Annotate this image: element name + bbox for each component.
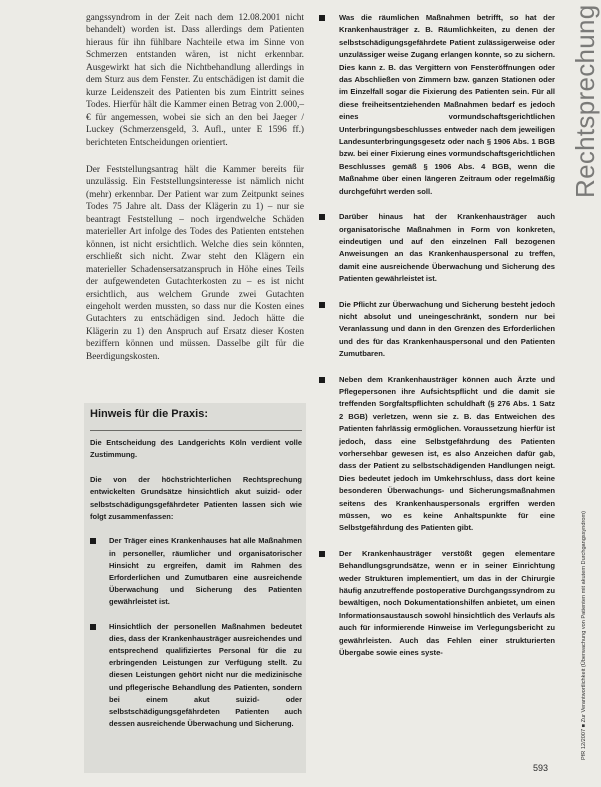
practice-note-bullet-text: Hinsichtlich der personellen Maßnahmen bedeutet dies, dass der Krankenhausträger ausreichendes und entsprechend qualifiziertes Personal für die zu erbringenden Leistungen zur Verfügung stellt. Zu diesen Leistungen gehört nicht nur die medizinische und pflegerische Behandlung des Patienten, sondern bei einem akut suizid- oder selbstschädigungsgefährdeten Patienten auch dessen ausreichende Überwachung und Sicherung. [109, 621, 302, 729]
square-bullet-icon [319, 302, 325, 308]
right-bullet-text: Die Pflicht zur Überwachung und Sicherung besteht jedoch nicht absolut und uneingeschränkt, sondern nur bei Veranlassung und dann in den Grenzen des Erforderlichen und des für das Krankenhauspersonal und den Patienten Zumutbaren. [339, 299, 555, 359]
practice-note-divider [90, 430, 302, 431]
left-column [86, 12, 304, 378]
practice-note-bullet [90, 535, 302, 608]
body-paragraph-2: Der Feststellungsantrag hält die Kammer bereits für unzulässig. Ein Feststellungsinteresse ist nämlich nicht (mehr) erkennbar. Der Patient war zum Zeitpunkt seines Todes 75 Jahre alt. Dass der Klägerin zu 1) – nur sie beantragt Feststellung – noch irgendwelche Schäden materieller Art infolge des Todes des Patienten entstehen können, ist nicht ersichtlich. Welche dies sein könnten, erschließt sich nicht. Zwar steht den Klägern ein materieller Schadensersatzanspruch in Höhe eines Teils der aufgewendeten Gutachterkosten zu – es ist nicht ersichtlich, aus welchem Grunde zwei Gutachten eingeholt werden mussten, so dass nur die Kosten eines Gutachters zu entschädigen sind. Jedoch hätte die Klägerin zu 1) den Anspruch auf Ersatz dieser Kosten beziffern können und müssen. Dasselbe gilt für die Beerdigungskosten. [86, 164, 304, 362]
square-bullet-icon [319, 214, 325, 220]
practice-note-intro-2: Die von der höchstrichterlichen Rechtsprechung entwickelten Grundsätze hinsichtlich akut suizid- oder selbstschädigungsgefährdeter Patienten lassen sich wie folgt zusammenfassen: [90, 474, 302, 522]
right-bullet [319, 12, 555, 198]
right-bullet-text: Der Krankenhausträger verstößt gegen elementare Behandlungsgrundsätze, wenn er in seiner Einrichtung weder Strukturen implementiert, um das in der Chirurgie häufig anzutreffende postoperative Durchgangssyndrom zu bewältigen, noch Dokumentationshilfen anbietet, um einen Informationsaustausch sowohl hinsichtlich des Verlaufs als auch für informierende Hinweise im Verlegungsbericht zu gewährleisten. Auch das Fehlen einer strukturierten Übergabe sowie eines syste- [339, 548, 555, 658]
right-bullet-text: Was die räumlichen Maßnahmen betrifft, so hat der Krankenhausträger z. B. Räumlichkeiten, zu denen der selbstschädigungsgefährdete Patient zulässigerweise oder unzulässiger weise Zugang erlangen konnte, so zu sichern. Dies kann z. B. das Vergittern von Fensteröffnungen oder das Abschließen von Zimmern bzw. ganzen Stationen oder im Einzelfall sogar die Fixierung des Patienten sein. Für all diese freiheitsentziehenden Maßnahmen bedarf es jedoch eines vormundschaftsgerichtlichen Unterbringungsbeschlusses entweder nach dem jeweiligen Landesunterbringungsgesetz oder nach § 1906 Abs. 1 BGB bzw. bei einer Fixierung eines vormundschaftsgerichtlichen Beschlusses gemäß § 1906 Abs. 4 BGB, wenn die Maßnahme über einen längeren Zeitraum oder regelmäßig durchgeführt werden soll. [339, 13, 555, 196]
right-bullet [319, 299, 555, 361]
square-bullet-icon [319, 377, 325, 383]
practice-note-bullet [90, 621, 302, 731]
square-bullet-icon [319, 15, 325, 21]
running-footer-caption: PfR 12/2007 ■ Zur Verantwortlichkeit (Überwachung von Patienten mit akutem Durchgangssyndrom) [581, 510, 587, 760]
section-title: Rechtsprechung [570, 4, 600, 198]
square-bullet-icon [90, 624, 96, 630]
body-paragraph-1: gangssyndrom in der Zeit nach dem 12.08.2001 nicht behandelt) worden ist. Dass allerdings dem Patienten hieraus für ihn fühlbare Nachteile etwa im Sinne von Schmerzen entstanden wären, ist nicht erkennbar. Ausgewirkt hat sich die Nichtbehandlung allerdings in dem Sturz aus dem Fenster. Zu entschädigen ist damit die kurze Leidenszeit des Patienten bis zum Eintritt seines Todes. Hierfür hält die Kammer einen Betrag von 2.000,– € für angemessen, wobei sie sich an den bei Jaeger / Luckey (Schmerzensgeld, 3. Aufl., unter E 1596 ff.) berichteten Entscheidungen orientiert. [86, 13, 304, 148]
practice-note-bullet-text: Der Träger eines Krankenhauses hat alle Maßnahmen in personeller, räumlicher und organisatorischer Hinsicht zu ergreifen, damit im Rahmen des Erforderlichen und Zumutbaren eine ausreichende Überwachung und Sicherung des Patienten gewährleistet ist. [109, 536, 302, 607]
square-bullet-icon [90, 538, 96, 544]
right-bullet-text: Neben dem Krankenhausträger können auch Ärzte und Pflegepersonen ihre Aufsichtspflicht und die damit sie treffenden Sorgfaltspflichten schuldhaft (§ 276 Abs. 1 Satz 2 BGB) verletzen, wenn sie z. B. das Entweichen des Patienten fahrlässig ermöglichen. Voraussetzung hierfür ist jedoch, dass eine Selbstgefährdung des Patienten vorhersehbar gewesen ist, es also Anzeichen dafür gab, dass der Patient zu selbstschädigenden Handlungen neigt. Dies bedeutet jedoch im Umkehrschluss, dass dort keine besonderen Überwachungs- und Sicherungsmaßnahmen seitens des Krankenhauspersonals ergriffen werden müssen, wo es keine Anhaltspunkte für eine Selbstgefährdung des Patienten gibt. [339, 374, 555, 533]
right-bullet [319, 211, 555, 285]
right-bullet-text: Darüber hinaus hat der Krankenhausträger auch organisatorische Maßnahmen in Form von konkreten, eindeutigen und auf den einzelnen Fall bezogenen Anweisungen an das Krankenhauspersonal zu treffen, damit eine ausreichende Überwachung und Sicherung des Patienten gewährleistet ist. [339, 212, 555, 284]
right-column [319, 12, 555, 673]
practice-note-intro-1: Die Entscheidung des Landgerichts Köln verdient volle Zustimmung. [90, 438, 302, 460]
right-bullet [319, 374, 555, 535]
page-number: 593 [533, 763, 549, 773]
practice-note-box [84, 403, 306, 773]
square-bullet-icon [319, 551, 325, 557]
right-bullet [319, 548, 555, 660]
practice-note-title: Hinweis für die Praxis: [90, 408, 208, 420]
